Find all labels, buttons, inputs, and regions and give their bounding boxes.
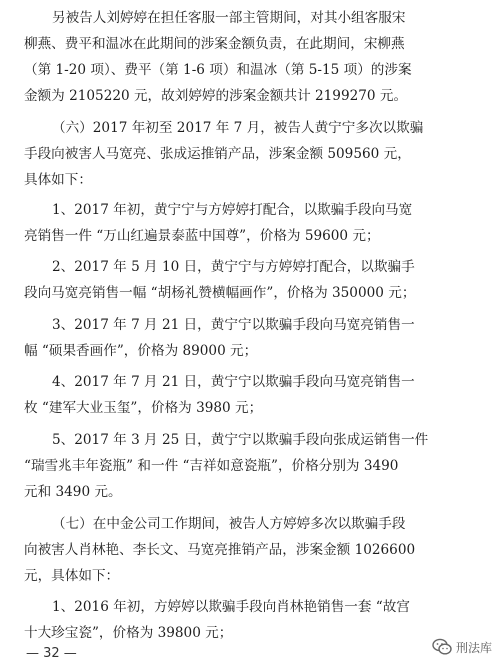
text-line: 另被告人刘婷婷在担任客服一部主管期间，对其小组客服宋 (52, 10, 406, 26)
text-line: （七）在中金公司工作期间，被告人方婷婷多次以欺骗手段 (52, 516, 406, 532)
text-line: 手段向被害人马宽亮、张成运推销产品，涉案金额 509560 元， (24, 146, 411, 162)
text-line: 柳燕、费平和温冰在此期间的涉案金额负责，在此期间，宋柳燕 (24, 36, 405, 52)
text-line: 向被害人肖林艳、李长文、马宽亮推销产品，涉案金额 1026600 (24, 542, 416, 558)
text-line: 元，具体如下： (24, 568, 120, 584)
text-line: （第 1-20 项）、费平（第 1-6 项）和温冰（第 5-15 项）的涉案 (24, 62, 412, 78)
text-line: 金额为 2105220 元，故刘婷婷的涉案金额共计 2199270 元。 (24, 88, 408, 104)
wechat-icon (432, 638, 452, 656)
text-line: 枚 “建军大业玉玺”，价格为 3980 元； (24, 400, 263, 416)
text-line: 2、2017 年 5 月 10 日，黄宁宁与方婷婷打配合，以欺骗手 (52, 259, 415, 275)
text-line: 1、2017 年初，黄宁宁与方婷婷打配合，以欺骗手段向马宽 (52, 202, 413, 218)
watermark (432, 638, 492, 656)
text-line: 十大珍宝瓷”，价格为 39800 元； (24, 625, 233, 641)
text-line: 幅 “硕果香画作”，价格为 89000 元； (24, 343, 258, 359)
text-line: 4、2017 年 7 月 21 日，黄宁宁以欺骗手段向马宽亮销售一 (52, 374, 415, 390)
text-line: “瑞雪兆丰年瓷瓶” 和一件 “吉祥如意瓷瓶”，价格分别为 3490 (24, 458, 399, 474)
text-line: 元和 3490 元。 (24, 484, 122, 500)
text-line: 5、2017 年 3 月 25 日，黄宁宁以欺骗手段向张成运销售一件 (52, 432, 429, 448)
text-line: 1、2016 年初，方婷婷以欺骗手段向肖林艳销售一套 “故宫 (52, 599, 410, 615)
text-line: （六）2017 年初至 2017 年 7 月，被告人黄宁宁多次以欺骗 (52, 120, 424, 136)
watermark-text: 刑法库 (455, 640, 492, 655)
text-line: 亮销售一件 “万山红遍景泰蓝中国尊”，价格为 59600 元； (24, 228, 380, 244)
text-line: 3、2017 年 7 月 21 日，黄宁宁以欺骗手段向马宽亮销售一 (52, 317, 415, 333)
text-line: 具体如下： (24, 172, 92, 188)
text-line: 段向马宽亮销售一幅 “胡杨礼赞横幅画作”，价格为 350000 元； (24, 285, 416, 301)
page-number: — 32 — (26, 646, 77, 661)
